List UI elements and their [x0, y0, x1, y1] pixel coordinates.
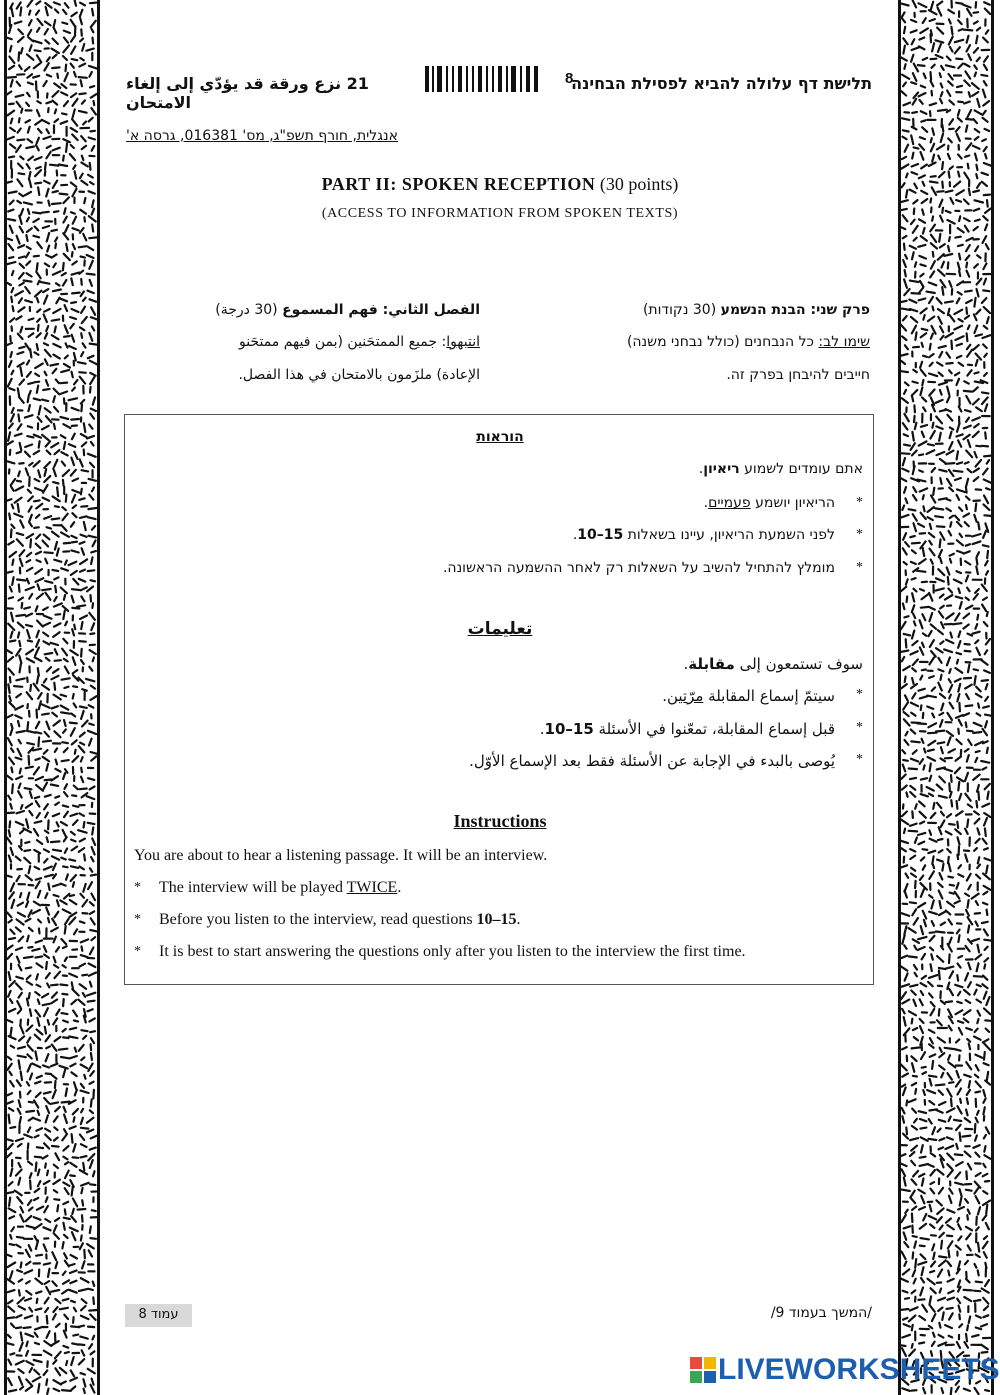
hebrew-item1-underlined: פעמיים — [708, 495, 751, 511]
english-instructions-title: Instructions — [453, 811, 547, 831]
arabic-item2-post: . — [539, 720, 545, 738]
arabic-instructions-title: تعليمات — [467, 619, 533, 639]
bullet-star: * — [856, 752, 863, 767]
arabic-intro-bold: مقابلة — [688, 655, 735, 673]
hebrew-instruction-item-3: מומלץ להתחיל להשיב על השאלות רק לאחר ההשמעה הראשונה. — [442, 560, 835, 576]
hebrew-note-text: כל הנבחנים (כולל נבחני משנה) — [626, 334, 819, 350]
hebrew-intro-post: . — [698, 461, 704, 477]
header-hebrew-warning: תלישת דף עלולה להביא לפסילת הבחינה — [571, 74, 872, 93]
arabic-part-note — [239, 334, 480, 350]
part-title-bold: PART II: SPOKEN RECEPTION — [321, 174, 596, 194]
arabic-part-title-points: (30 درجة) — [215, 302, 278, 318]
arabic-instruction-item-1 — [662, 687, 835, 705]
exam-code: אנגלית, חורף תשפ"ג, מס' 016381, גרסה א' — [126, 128, 398, 144]
hebrew-instruction-item-2 — [573, 527, 835, 543]
english-item1-underlined: TWICE — [346, 879, 398, 896]
arabic-item1-underlined: مرّتين — [666, 687, 704, 705]
bullet-star: * — [134, 880, 141, 895]
bullet-star: * — [856, 527, 863, 542]
hebrew-part-title-points: (30 נקודות) — [642, 302, 717, 318]
hebrew-part-title — [643, 302, 870, 318]
arabic-note-text: : جميع الممتحَنين (بمن فيهم ممتحَنو — [238, 334, 447, 350]
arabic-note-label: انتبهوا — [446, 334, 480, 350]
bullet-star: * — [856, 687, 863, 702]
arabic-item2-bold: 10–15 — [544, 720, 594, 738]
arabic-part-note-line2: الإعادة) ملزَمون بالامتحان في هذا الفصل. — [238, 367, 480, 383]
hebrew-instruction-item-1 — [704, 495, 835, 511]
instructions-box — [124, 414, 874, 985]
part-subtitle: (ACCESS TO INFORMATION FROM SPOKEN TEXTS) — [321, 206, 679, 221]
hebrew-item1-pre: הריאיון יושמע — [750, 495, 835, 511]
english-item1-pre: The interview will be played — [159, 879, 347, 896]
arabic-instruction-item-2 — [540, 720, 835, 738]
barcode-icon — [425, 66, 540, 92]
page-label: עמוד 8 — [138, 1307, 179, 1322]
liveworksheets-logo-icon — [690, 1357, 716, 1383]
watermark[interactable] — [690, 1352, 1000, 1388]
header-page-number: 8 — [565, 70, 574, 87]
english-item2-bold: 10–15 — [476, 911, 517, 928]
hebrew-instructions-title: הוראות — [476, 429, 524, 445]
hebrew-item2-post: . — [572, 527, 578, 543]
header-arabic-warning: 21 نزع ورقة قد يؤدّي إلى إلغاء الامتحان — [126, 74, 369, 112]
hebrew-item1-post: . — [703, 495, 709, 511]
bullet-star: * — [856, 560, 863, 575]
bullet-star: * — [856, 495, 863, 510]
bullet-star: * — [134, 944, 141, 959]
arabic-instruction-item-3: يُوصى بالبدء في الإجابة عن الأسئلة فقط بعد الإسماع الأوّل. — [469, 752, 835, 770]
hebrew-item2-pre: לפני השמעת הריאיון, עיינו בשאלות — [623, 527, 835, 543]
english-item2-post: . — [516, 911, 521, 928]
english-item2-pre: Before you listen to the interview, read questions — [159, 911, 477, 928]
hebrew-instructions-intro — [699, 461, 863, 477]
watermark-text: LIVEWORKSHEETS — [718, 1353, 1000, 1386]
arabic-part-title-bold: الفصل الثاني: فهم المسموع — [282, 302, 480, 318]
hebrew-intro-pre: אתם עומדים לשמוע — [739, 461, 863, 477]
arabic-instructions-intro — [683, 655, 863, 673]
bullet-star: * — [856, 720, 863, 735]
page-label-box — [125, 1304, 192, 1327]
english-instructions-intro: You are about to hear a listening passage. It will be an interview. — [134, 847, 548, 864]
arabic-item2-pre: قبل إسماع المقابلة، تمعّنوا في الأسئلة — [593, 720, 835, 738]
english-instruction-item-2 — [159, 911, 521, 929]
arabic-intro-pre: سوف تستمعون إلى — [734, 655, 863, 673]
hebrew-item2-bold: 10–15 — [577, 527, 624, 543]
bullet-star: * — [134, 912, 141, 927]
english-item1-post: . — [397, 879, 402, 896]
english-instruction-item-3: It is best to start answering the questions only after you listen to the interview the first time. — [159, 943, 746, 960]
hebrew-part-note — [627, 334, 870, 350]
continued-note: /המשך בעמוד 9/ — [770, 1305, 872, 1321]
arabic-part-title — [215, 302, 480, 318]
arabic-intro-post: . — [683, 655, 689, 673]
arabic-item1-post: . — [662, 687, 667, 705]
hebrew-note-label: שימו לב: — [818, 334, 870, 350]
hebrew-part-title-bold: פרק שני: הבנת הנשמע — [720, 302, 870, 318]
arabic-item1-pre: سيتمّ إسماع المقابلة — [703, 687, 835, 705]
part-title-points: (30 points) — [599, 174, 679, 194]
english-instruction-item-1 — [159, 879, 401, 897]
hebrew-intro-bold: ריאיון — [703, 461, 740, 477]
hebrew-part-note-line2: חייבים להיבחן בפרק זה. — [726, 367, 870, 383]
part-title — [0, 174, 1000, 195]
